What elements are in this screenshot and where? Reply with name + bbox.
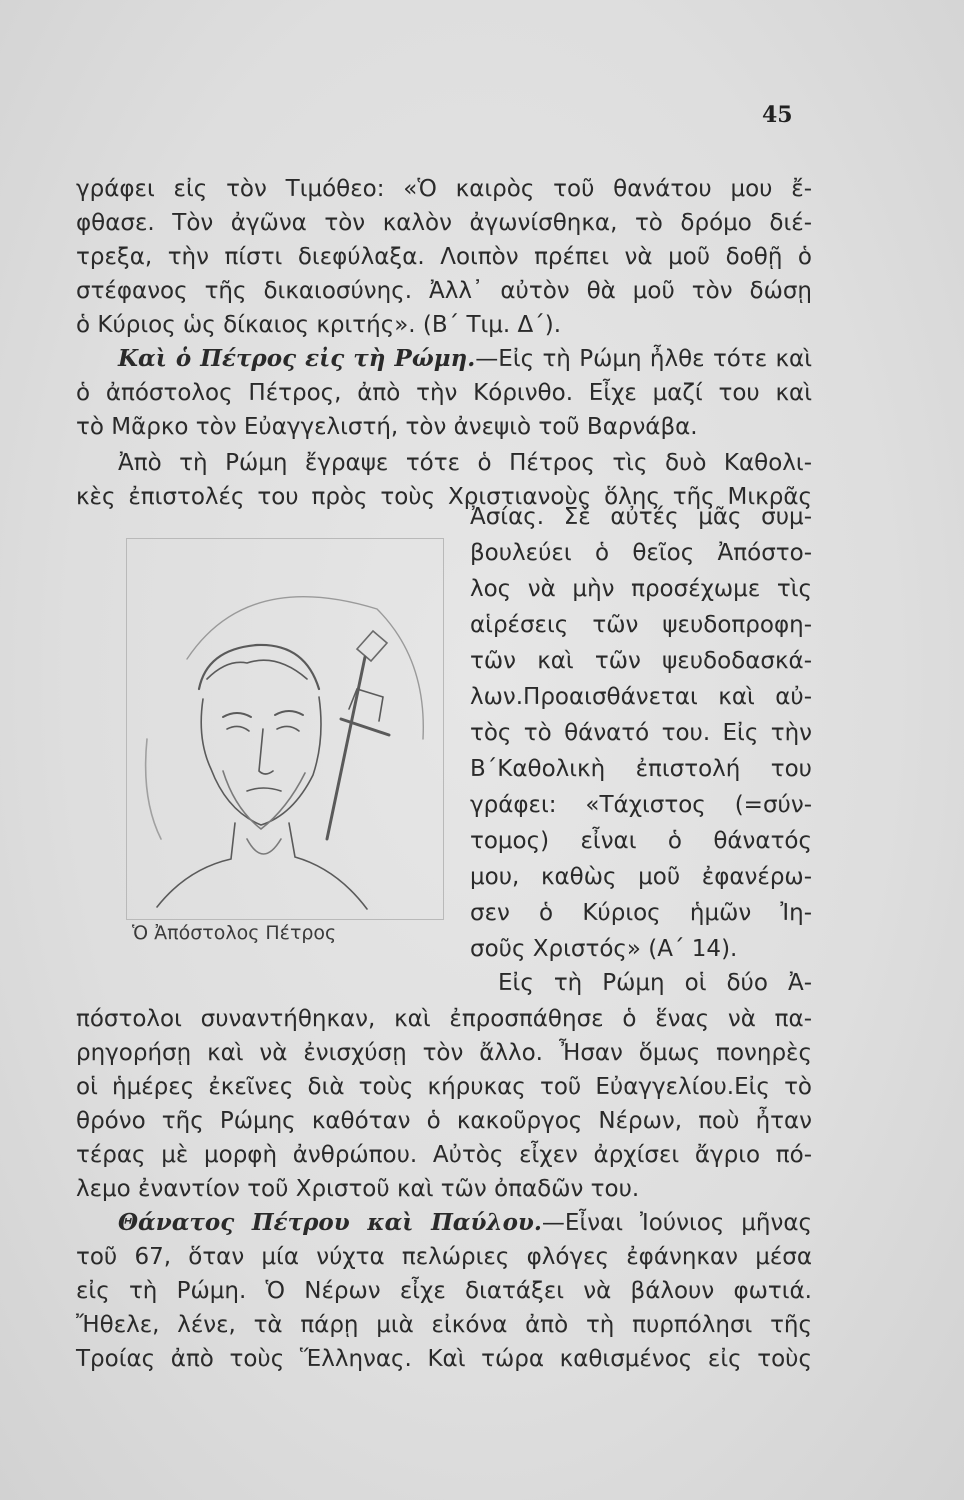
text-line: γράφει εἰς τὸν Τιμόθεο: «Ὁ καιρὸς τοῦ θανάτου μου ἔ- xyxy=(76,176,812,202)
text-line: στέφανος τῆς δικαιοσύνης. Ἀλλ᾿ αὐτὸν θὰ μοῦ τὸν δώσῃ xyxy=(76,278,812,304)
figure-caption: Ὁ Ἀπόστολος Πέτρος xyxy=(132,922,337,944)
text-line: τὸς τὸ θάνατό του. Εἰς τὴν xyxy=(470,720,812,746)
text-line: αἱρέσεις τῶν ψευδοπροφη- xyxy=(470,612,812,638)
text-line: σοῦς Χριστός» (Α΄ 14). xyxy=(470,936,738,962)
text-line: τὸ Μᾶρκο τὸν Εὐαγγελιστή, τὸν ἀνεψιὸ τοῦ Βαρνάβα. xyxy=(76,414,698,440)
text-line: γράφει: «Τάχιστος (=σύν- xyxy=(470,792,812,818)
text-line: τέρας μὲ μορφὴ ἀνθρώπου. Αὐτὸς εἶχεν ἀρχίσει ἄγριο πό- xyxy=(76,1142,812,1168)
heading-bold: Καὶ ὁ Πέτρος εἰς τὴ Ρώμη. xyxy=(118,345,476,372)
text-line: Ἤθελε, λένε, τὰ πάρῃ μιὰ εἰκόνα ἀπὸ τὴ πυρπόλησι τῆς xyxy=(76,1312,812,1338)
text-line: λος νὰ μὴν προσέχωμε τὶς xyxy=(470,576,812,602)
text-line: τομος) εἶναι ὁ θάνατός xyxy=(470,828,812,854)
heading-rest: —Εἰς τὴ Ρώμη ἦλθε τότε καὶ xyxy=(475,346,812,372)
text-line: Εἰς τὴ Ρώμη οἱ δύο Ἀ- xyxy=(498,970,812,996)
section-heading-peter-in-rome xyxy=(118,342,812,376)
text-line: εἰς τὴ Ρώμη. Ὁ Νέρων εἶχε διατάξει νὰ βάλουν φωτιά. xyxy=(76,1278,812,1304)
text-line: κὲς ἐπιστολές του πρὸς τοὺς Χριστιανοὺς ὅλης τῆς Μικρᾶς xyxy=(76,484,812,510)
text-line: ὁ ἀπόστολος Πέτρος, ἀπὸ τὴν Κόρινθο. Εἶχε μαζί του καὶ xyxy=(76,380,812,406)
apostle-peter-illustration xyxy=(126,538,444,920)
text-line: Ἀσίας. Σὲ αὐτές μᾶς συμ- xyxy=(470,504,812,530)
text-line: λων.Προαισθάνεται καὶ αὐ- xyxy=(470,684,812,710)
text-line: ρηγορήσῃ καὶ νὰ ἐνισχύσῃ τὸν ἄλλο. Ἦσαν ὅμως πονηρὲς xyxy=(76,1040,812,1066)
text-line: οἱ ἡμέρες ἐκεῖνες διὰ τοὺς κήρυκας τοῦ Εὐαγγελίου.Εἰς τὸ xyxy=(76,1074,812,1100)
text-line: θρόνο τῆς Ρώμης καθόταν ὁ κακοῦργος Νέρων, ποὺ ἦταν xyxy=(76,1108,812,1134)
text-line: τρεξα, τὴν πίστι διεφύλαξα. Λοιπὸν πρέπει νὰ μοῦ δοθῇ ὁ xyxy=(76,244,812,270)
text-line: πόστολοι συναντήθηκαν, καὶ ἐπροσπάθησε ὁ ἕνας νὰ πα- xyxy=(76,1006,812,1032)
text-line: σεν ὁ Κύριος ἡμῶν Ἰη- xyxy=(470,900,812,926)
text-line: ὁ Κύριος ὡς δίκαιος κριτής». (Β΄ Τιμ. Δ΄). xyxy=(76,312,562,338)
text-line: βουλεύει ὁ θεῖος Ἀπόστο- xyxy=(470,540,812,566)
page-number: 45 xyxy=(762,102,793,128)
text-line: Τροίας ἀπὸ τοὺς Ἕλληνας. Καὶ τώρα καθισμένος εἰς τοὺς xyxy=(76,1346,812,1372)
text-line: φθασε. Τὸν ἀγῶνα τὸν καλὸν ἀγωνίσθηκα, τὸ δρόμο διέ- xyxy=(76,210,812,236)
heading-rest: —Εἶναι Ἰούνιος μῆνας xyxy=(541,1210,812,1236)
text-line: Β΄Καθολικὴ ἐπιστολή του xyxy=(470,756,812,782)
text-line: μου, καθὼς μοῦ ἐφανέρω- xyxy=(470,864,812,890)
text-line: Ἀπὸ τὴ Ρώμη ἔγραψε τότε ὁ Πέτρος τὶς δυὸ Καθολι- xyxy=(118,450,812,476)
text-line: τῶν καὶ τῶν ψευδοδασκά- xyxy=(470,648,812,674)
heading-bold: Θάνατος Πέτρου καὶ Παύλου. xyxy=(118,1209,542,1236)
text-line: τοῦ 67, ὅταν μία νύχτα πελώριες φλόγες ἐφάνηκαν μέσα xyxy=(76,1244,812,1270)
text-line: λεμο ἐναντίον τοῦ Χριστοῦ καὶ τῶν ὀπαδῶν του. xyxy=(76,1176,640,1202)
section-heading-death-of-peter-and-paul xyxy=(118,1206,812,1240)
